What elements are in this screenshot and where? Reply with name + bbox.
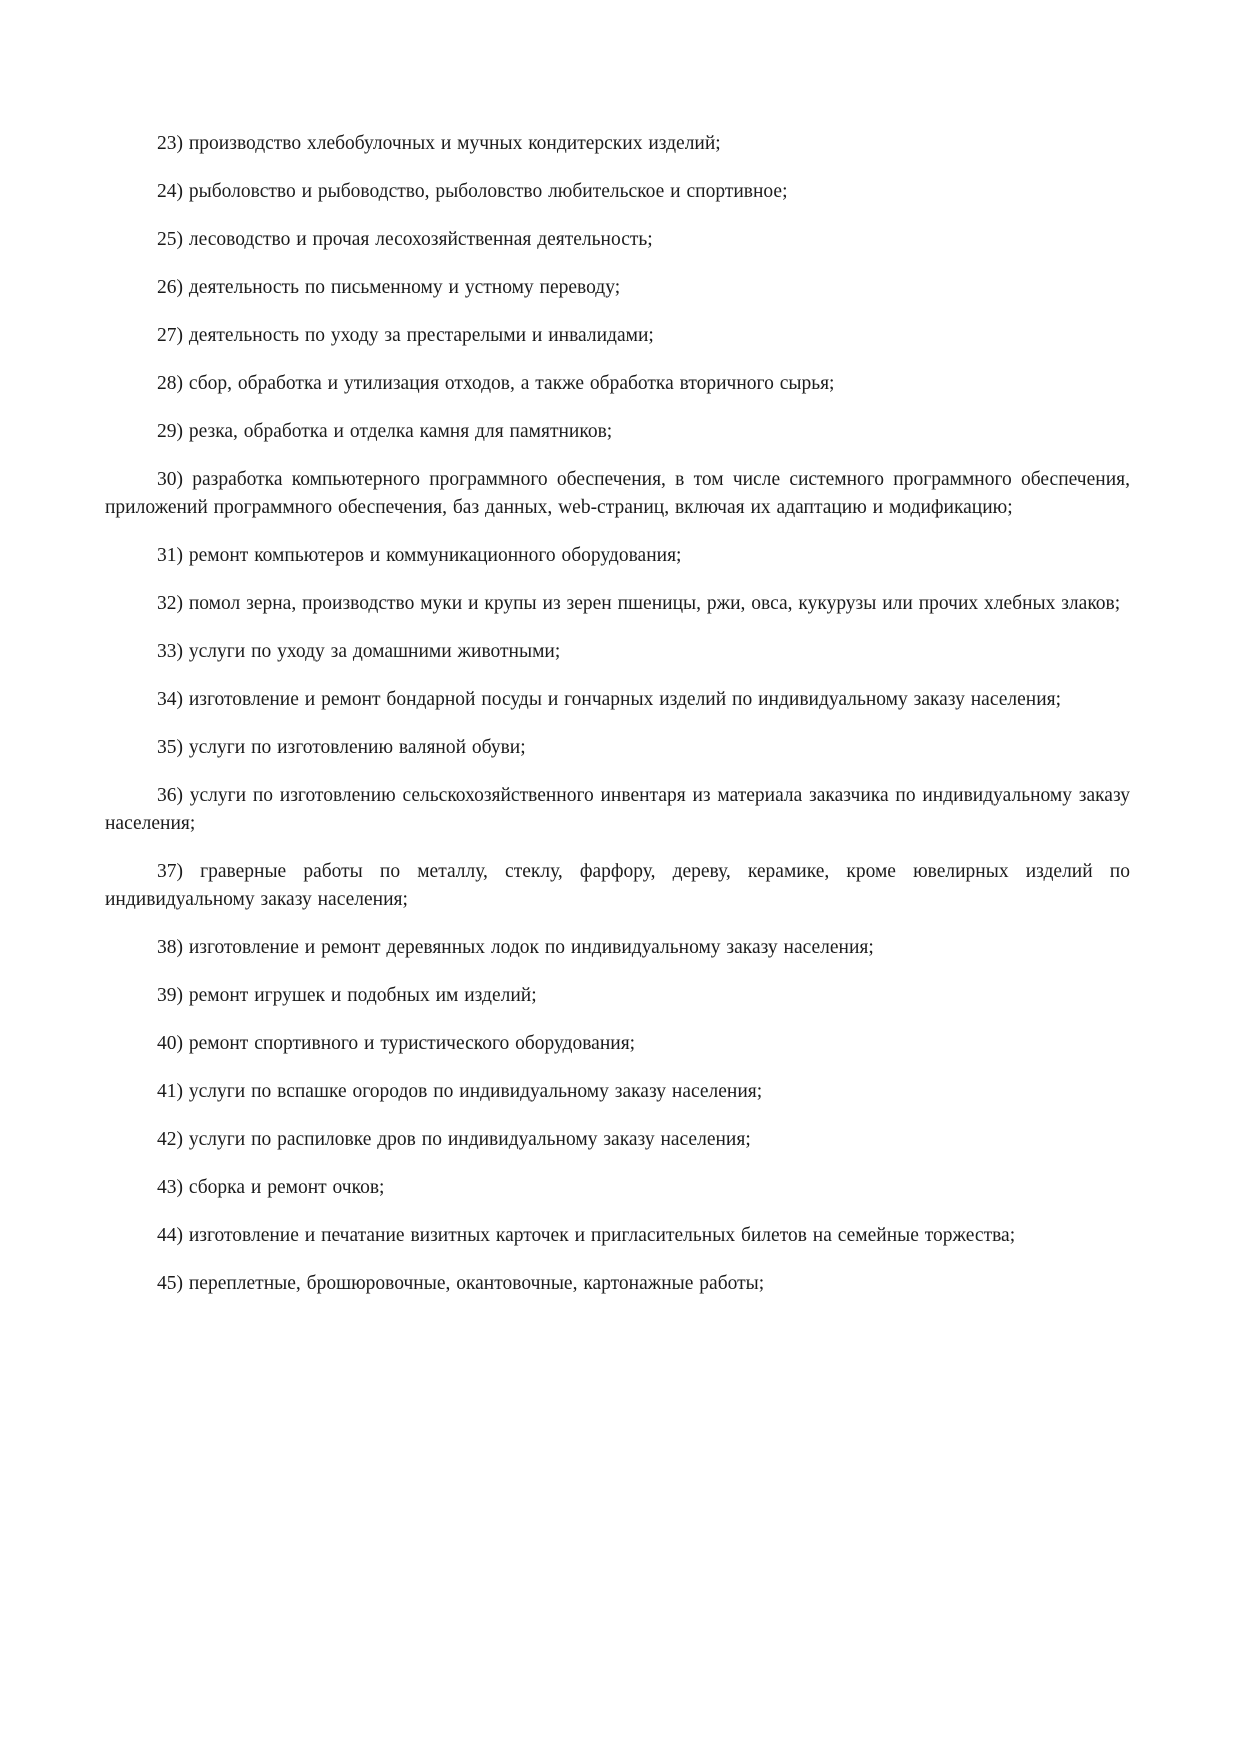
list-item-27: 27) деятельность по уходу за престарелыми и инвалидами; [157,325,654,346]
list-item-37: 37) граверные работы по металлу, стеклу, фарфору, дереву, керамике, кроме ювелирных изделий по индивидуальному заказу населения; [105,861,1130,910]
list-item-43: 43) сборка и ремонт очков; [157,1177,385,1198]
list-item-44: 44) изготовление и печатание визитных карточек и пригласительных билетов на семейные торжества; [157,1225,1016,1246]
list-item-25: 25) лесоводство и прочая лесохозяйственная деятельность; [157,229,653,250]
list-item-30: 30) разработка компьютерного программного обеспечения, в том числе системного программного обеспечения, приложений программного обеспечения, баз данных, web-страниц, включая их адаптацию и модификацию; [105,469,1130,518]
list-item-24: 24) рыболовство и рыбоводство, рыболовство любительское и спортивное; [157,181,788,202]
list-item-36: 36) услуги по изготовлению сельскохозяйственного инвентаря из материала заказчика по индивидуальному заказу населения; [105,785,1130,834]
list-item-38: 38) изготовление и ремонт деревянных лодок по индивидуальному заказу населения; [157,937,874,958]
list-item-28: 28) сбор, обработка и утилизация отходов, а также обработка вторичного сырья; [157,373,835,394]
list-item-39: 39) ремонт игрушек и подобных им изделий; [157,985,537,1006]
list-item-31: 31) ремонт компьютеров и коммуникационного оборудования; [157,545,682,566]
list-item-45: 45) переплетные, брошюровочные, окантовочные, картонажные работы; [157,1273,765,1294]
list-item-26: 26) деятельность по письменному и устному переводу; [157,277,621,298]
list-item-41: 41) услуги по вспашке огородов по индивидуальному заказу населения; [157,1081,763,1102]
list-item-34: 34) изготовление и ремонт бондарной посуды и гончарных изделий по индивидуальному заказу населения; [157,689,1062,710]
list-item-33: 33) услуги по уходу за домашними животными; [157,641,561,662]
list-item-35: 35) услуги по изготовлению валяной обуви; [157,737,526,758]
list-item-32: 32) помол зерна, производство муки и крупы из зерен пшеницы, ржи, овса, кукурузы или прочих хлебных злаков; [157,593,1121,614]
list-item-23: 23) производство хлебобулочных и мучных кондитерских изделий; [157,133,721,154]
list-item-42: 42) услуги по распиловке дров по индивидуальному заказу населения; [157,1129,751,1150]
list-item-40: 40) ремонт спортивного и туристического оборудования; [157,1033,636,1054]
list-item-29: 29) резка, обработка и отделка камня для памятников; [157,421,613,442]
